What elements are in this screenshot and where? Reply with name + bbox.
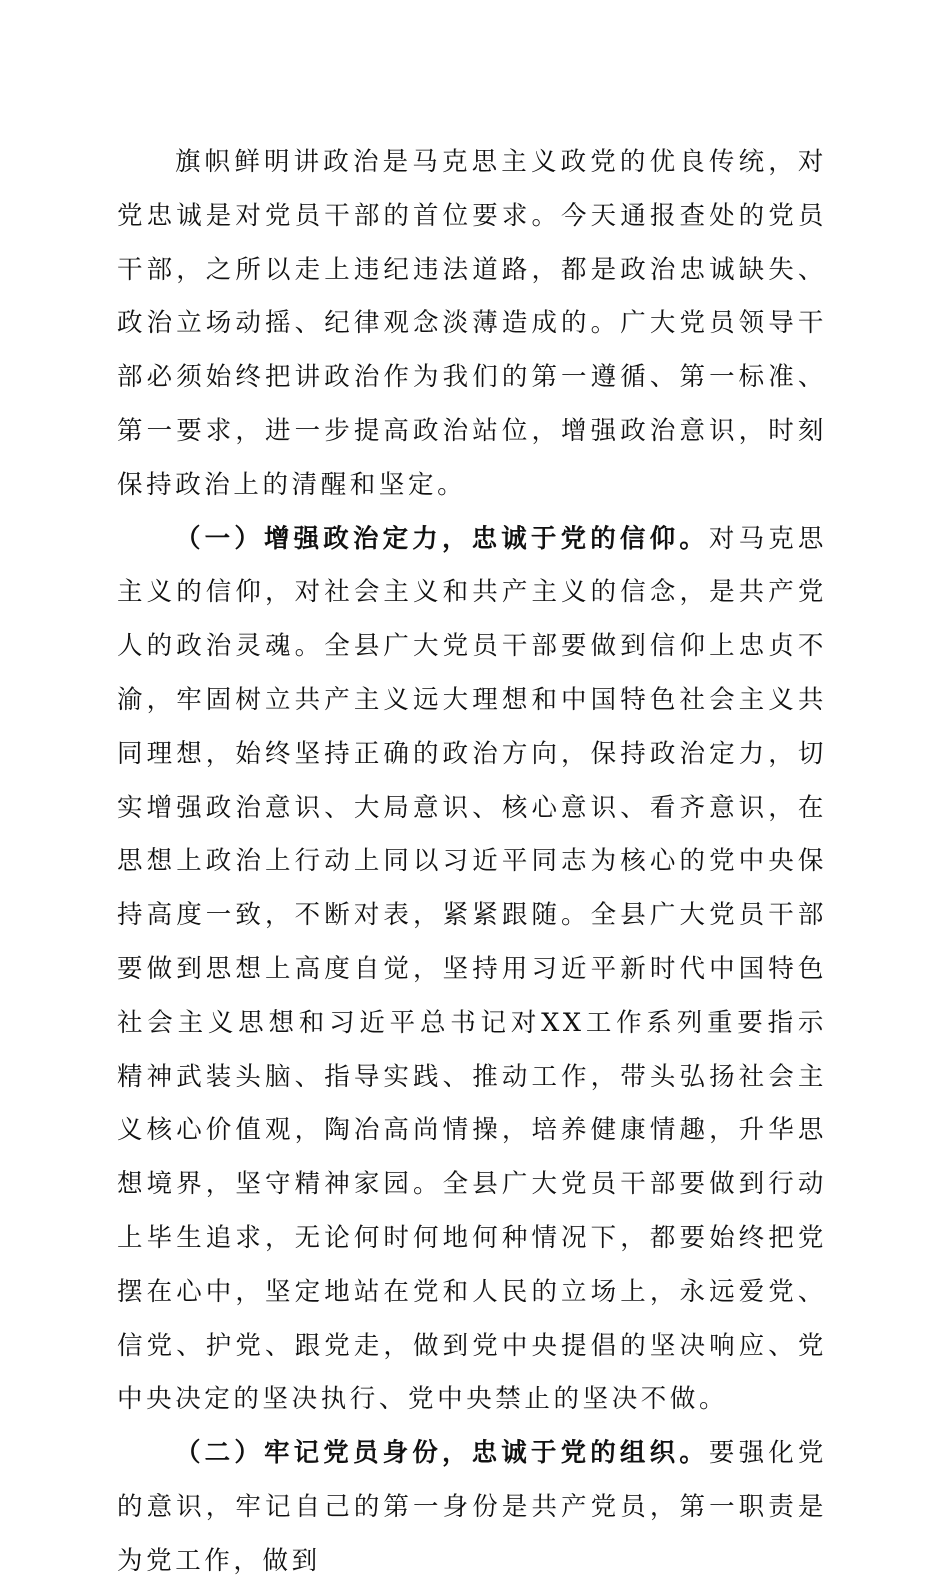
paragraph-section-1 xyxy=(117,513,827,1428)
paragraph-text: 旗帜鲜明讲政治是马克思主义政党的优良传统，对党忠诚是对党员干部的首位要求。今天通报查处的党员干部，之所以走上违纪违法道路，都是政治忠诚缺失、政治立场动摇、纪律观念淡薄造成的。广大党员领导干部必须始终把讲政治作为我们的第一遵循、第一标准、第一要求，进一步提高政治站位，增强政治意识，时刻保持政治上的清醒和坚定。 xyxy=(117,147,827,500)
document-body xyxy=(117,136,827,1589)
section-1-text: 对马克思主义的信仰，对社会主义和共产主义的信念，是共产党人的政治灵魂。全县广大党员干部要做到信仰上忠贞不渝，牢固树立共产主义远大理想和中国特色社会主义共同理想，始终坚持正确的政治方向，保持政治定力，切实增强政治意识、大局意识、核心意识、看齐意识，在思想上政治上行动上同以习近平同志为核心的党中央保持高度一致，不断对表，紧紧跟随。全县广大党员干部要做到思想上高度自觉，坚持用习近平新时代中国特色社会主义思想和习近平总书记对XX工作系列重要指示精神武装头脑、指导实践、推动工作，带头弘扬社会主义核心价值观，陶冶高尚情操，培养健康情趣，升华思想境界，坚守精神家园。全县广大党员干部要做到行动上毕生追求，无论何时何地何种情况下，都要始终把党摆在心中，坚定地站在党和人民的立场上，永远爱党、信党、护党、跟党走，做到党中央提倡的坚决响应、党中央决定的坚决执行、党中央禁止的坚决不做。 xyxy=(117,523,827,1415)
section-1-heading: （一）增强政治定力，忠诚于党的信仰。 xyxy=(175,523,709,554)
section-2-heading: （二）牢记党员身份，忠诚于党的组织。 xyxy=(175,1438,709,1469)
paragraph-intro xyxy=(117,136,827,513)
section-2-text: 要强化党的意识，牢记自己的第一身份是共产党员，第一职责是为党工作，做到 xyxy=(117,1438,827,1576)
paragraph-section-2 xyxy=(117,1427,827,1588)
